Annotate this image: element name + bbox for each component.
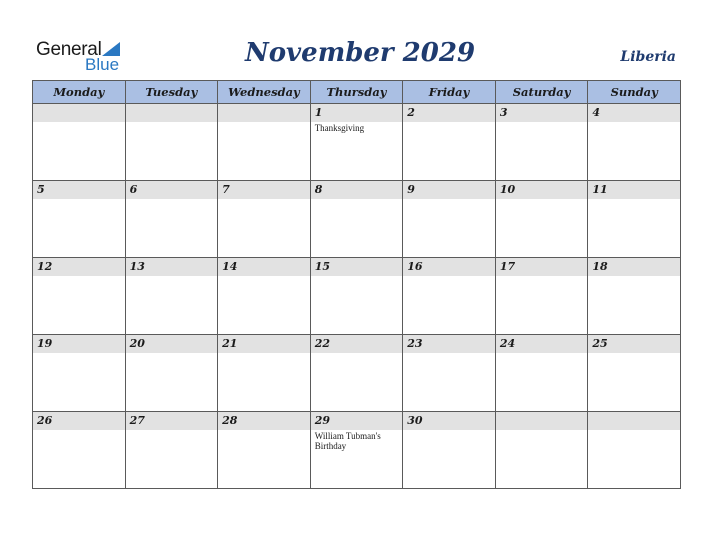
day-cell: [403, 104, 496, 181]
day-header-bar: [218, 181, 310, 199]
day-cell: [495, 258, 588, 335]
day-cell: [125, 335, 218, 412]
day-cell: [125, 412, 218, 489]
day-number: 28: [222, 414, 238, 427]
day-cell: [310, 335, 403, 412]
day-cell: [33, 104, 126, 181]
day-header-bar: [496, 335, 588, 353]
day-cell: [218, 412, 311, 489]
day-number: 29: [314, 414, 330, 427]
day-number: 12: [37, 260, 53, 273]
day-header-bar: [126, 181, 218, 199]
day-number: 20: [129, 337, 145, 350]
weekday-header-row: [33, 81, 681, 104]
day-number: 27: [129, 414, 145, 427]
logo-blue-text: Blue: [85, 55, 120, 74]
day-header-bar: [311, 104, 403, 122]
day-cell: [403, 181, 496, 258]
day-header-bar: [496, 104, 588, 122]
day-header-bar: [403, 104, 495, 122]
day-header-bar: [33, 181, 125, 199]
day-cell: [125, 181, 218, 258]
day-header-bar: [403, 181, 495, 199]
generalblue-logo: [36, 38, 136, 74]
day-number: 15: [314, 260, 330, 273]
day-number: 1: [314, 106, 323, 119]
day-number: 18: [592, 260, 608, 273]
day-cell: [125, 104, 218, 181]
day-cell: [33, 412, 126, 489]
day-header-bar: [588, 181, 680, 199]
day-header-bar: [496, 258, 588, 276]
day-cell: [125, 258, 218, 335]
week-row: [33, 412, 681, 489]
week-row: [33, 104, 681, 181]
day-cell: [218, 104, 311, 181]
country-name: Liberia: [620, 49, 676, 65]
day-number: 14: [222, 260, 238, 273]
weekday-monday: Monday: [33, 81, 126, 104]
day-number: 9: [407, 183, 415, 196]
holiday-event: William Tubman's Birthday: [314, 431, 381, 451]
day-cell: [218, 258, 311, 335]
day-header-bar: [218, 335, 310, 353]
day-number: 4: [592, 106, 601, 119]
holiday-event: Thanksgiving: [314, 123, 365, 133]
day-cell: [495, 181, 588, 258]
day-number: 17: [499, 260, 516, 273]
day-number: 3: [499, 106, 508, 119]
day-header-bar: [403, 412, 495, 430]
day-cell: [588, 258, 681, 335]
day-header-bar: [311, 181, 403, 199]
logo-triangle-icon: [102, 42, 120, 56]
day-header-bar: [311, 412, 403, 430]
day-cell: [310, 258, 403, 335]
day-number: 10: [499, 183, 516, 196]
day-number: 13: [129, 260, 145, 273]
day-cell: [310, 104, 403, 181]
day-cell: [218, 181, 311, 258]
day-cell: [588, 181, 681, 258]
weekday-tuesday: Tuesday: [125, 81, 218, 104]
day-header-bar: [126, 412, 218, 430]
weekday-friday: Friday: [403, 81, 496, 104]
day-header-bar: [33, 104, 125, 122]
day-header-bar: [403, 258, 495, 276]
day-header-bar: [496, 181, 588, 199]
day-number: 23: [407, 337, 423, 350]
day-number: 8: [314, 183, 323, 196]
day-number: 21: [222, 337, 238, 350]
day-header-bar: [126, 335, 218, 353]
day-header-bar: [218, 258, 310, 276]
day-cell: [33, 181, 126, 258]
day-number: 19: [37, 337, 53, 350]
day-header-bar: [218, 104, 310, 122]
day-header-bar: [496, 412, 588, 430]
weekday-saturday: Saturday: [495, 81, 588, 104]
weekday-sunday: Sunday: [588, 81, 681, 104]
calendar-grid: [32, 80, 681, 489]
weekday-thursday: Thursday: [310, 81, 403, 104]
day-cell: [588, 412, 681, 489]
calendar-title: November 2029: [244, 38, 476, 68]
day-header-bar: [588, 335, 680, 353]
day-header-bar: [311, 258, 403, 276]
week-row: [33, 181, 681, 258]
day-header-bar: [126, 104, 218, 122]
day-cell: [588, 104, 681, 181]
day-cell: [495, 335, 588, 412]
day-cell: [403, 412, 496, 489]
day-header-bar: [403, 335, 495, 353]
day-number: 30: [407, 414, 423, 427]
day-header-bar: [588, 412, 680, 430]
day-header-bar: [588, 258, 680, 276]
day-number: 25: [592, 337, 608, 350]
day-header-bar: [588, 104, 680, 122]
day-cell: [588, 335, 681, 412]
day-number: 11: [592, 183, 608, 196]
day-cell: [310, 412, 403, 489]
day-cell: [403, 335, 496, 412]
day-header-bar: [33, 335, 125, 353]
day-cell: [218, 335, 311, 412]
day-header-bar: [33, 412, 125, 430]
weekday-wednesday: Wednesday: [218, 81, 311, 104]
day-header-bar: [126, 258, 218, 276]
day-header-bar: [33, 258, 125, 276]
day-cell: [403, 258, 496, 335]
day-number: 22: [314, 337, 330, 350]
day-cell: [495, 412, 588, 489]
day-number: 5: [37, 183, 45, 196]
day-number: 2: [407, 106, 415, 119]
week-row: [33, 335, 681, 412]
day-header-bar: [218, 412, 310, 430]
day-number: 26: [37, 414, 53, 427]
day-cell: [310, 181, 403, 258]
day-number: 7: [222, 183, 230, 196]
day-cell: [495, 104, 588, 181]
day-header-bar: [311, 335, 403, 353]
day-cell: [33, 335, 126, 412]
day-cell: [33, 258, 126, 335]
day-number: 24: [499, 337, 516, 350]
logo-general-text: General: [36, 39, 102, 60]
week-row: [33, 258, 681, 335]
day-number: 6: [129, 183, 138, 196]
day-number: 16: [407, 260, 423, 273]
